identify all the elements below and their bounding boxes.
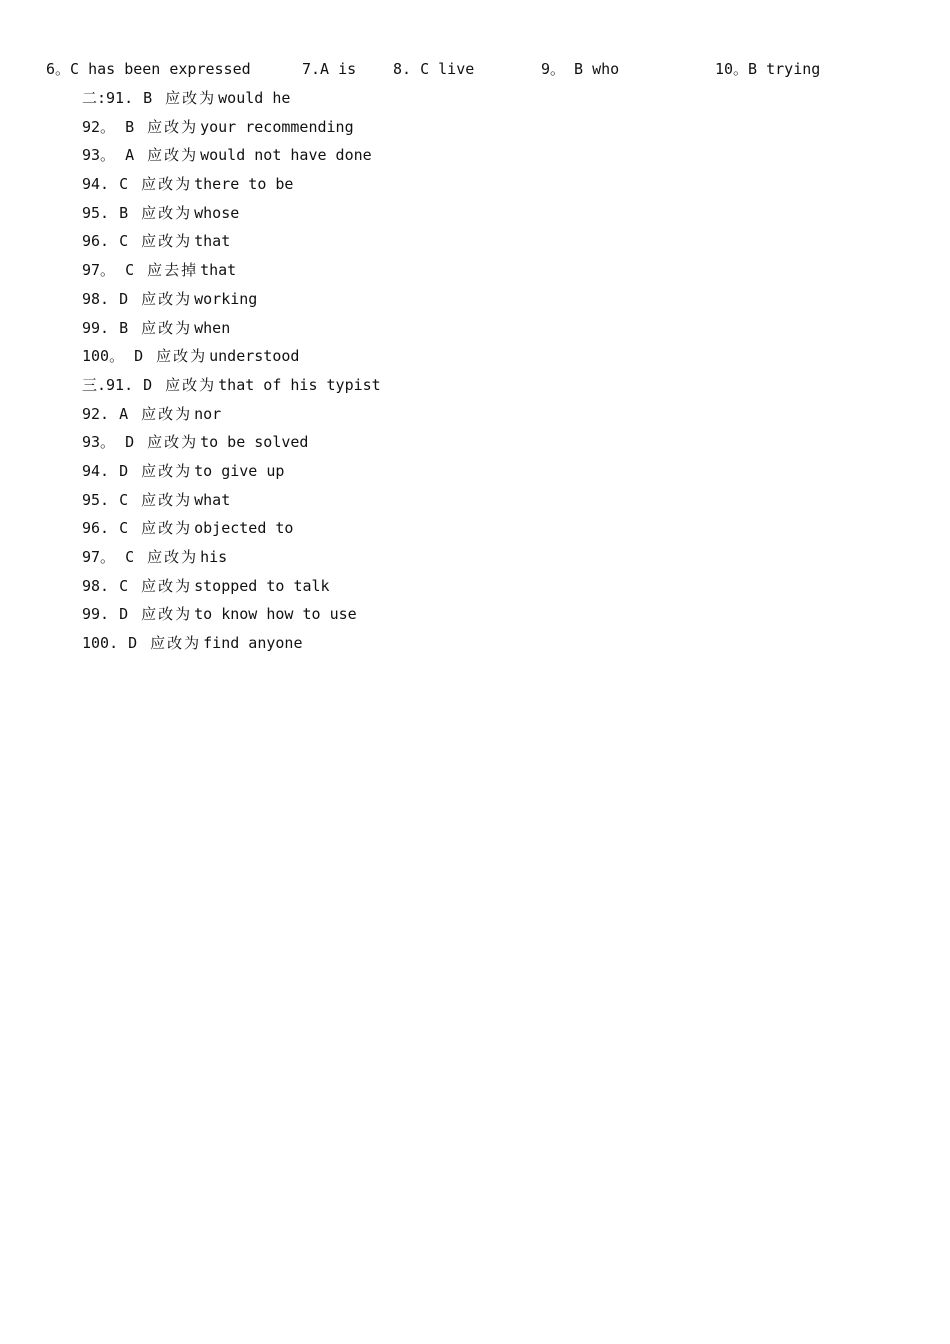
item-instruction: 应改为 bbox=[141, 461, 193, 480]
item-correction: find anyone bbox=[203, 634, 303, 653]
list-item bbox=[82, 88, 381, 117]
item-instruction: 应改为 bbox=[141, 318, 193, 337]
item-number: 98. bbox=[82, 289, 110, 308]
item-choice-letter: D bbox=[119, 289, 129, 308]
list-item bbox=[82, 490, 381, 519]
item-correction: your recommending bbox=[200, 117, 354, 136]
item-instruction: 应改为 bbox=[165, 375, 217, 394]
item-number: 93。 bbox=[82, 146, 116, 165]
item-correction: what bbox=[194, 490, 231, 509]
list-item bbox=[82, 633, 381, 662]
item-choice-letter: B bbox=[119, 203, 129, 222]
list-item bbox=[82, 547, 381, 576]
answer-7: 7.A is bbox=[302, 60, 357, 78]
item-number: 98. bbox=[82, 576, 110, 595]
answer-6: 6。C has been expressed bbox=[46, 60, 251, 78]
answer-10: 10。B trying bbox=[715, 60, 821, 78]
item-correction: that of his typist bbox=[218, 375, 381, 394]
item-correction: that bbox=[200, 261, 237, 280]
item-instruction: 应改为 bbox=[141, 175, 193, 194]
list-item bbox=[82, 260, 381, 289]
list-item bbox=[82, 432, 381, 461]
item-number: 99. bbox=[82, 318, 110, 337]
item-correction: working bbox=[194, 289, 258, 308]
item-correction: his bbox=[200, 548, 228, 566]
list-item bbox=[82, 346, 381, 375]
item-choice-letter: C bbox=[119, 519, 129, 538]
item-choice-letter: D bbox=[128, 634, 138, 653]
item-choice-letter: B bbox=[125, 117, 135, 136]
list-item bbox=[82, 289, 381, 318]
answer-8: 8. C live bbox=[393, 60, 475, 78]
item-instruction: 应改为 bbox=[141, 519, 193, 538]
list-item bbox=[82, 117, 381, 146]
item-choice-letter: C bbox=[125, 261, 135, 280]
list-item bbox=[82, 203, 381, 232]
item-instruction: 应改为 bbox=[147, 548, 199, 566]
item-choice-letter: C bbox=[125, 548, 135, 566]
item-choice-letter: B bbox=[119, 318, 129, 337]
list-item bbox=[82, 461, 381, 490]
item-choice-letter: C bbox=[119, 490, 129, 509]
item-number: 97。 bbox=[82, 548, 116, 566]
item-correction: objected to bbox=[194, 519, 294, 538]
item-number: 94. bbox=[82, 461, 110, 480]
item-choice-letter: D bbox=[143, 375, 153, 394]
item-number: 96. bbox=[82, 232, 110, 251]
item-instruction: 应改为 bbox=[141, 490, 193, 509]
item-correction: there to be bbox=[194, 175, 294, 194]
item-number: 94. bbox=[82, 175, 110, 194]
list-item bbox=[82, 145, 381, 174]
item-correction: stopped to talk bbox=[194, 576, 330, 595]
item-correction: whose bbox=[194, 203, 240, 222]
item-choice-letter: A bbox=[119, 404, 129, 423]
answer-row-6-to-10 bbox=[0, 59, 950, 79]
item-choice-letter: D bbox=[125, 433, 135, 452]
item-choice-letter: D bbox=[119, 605, 129, 624]
correction-list bbox=[82, 88, 381, 662]
item-correction: to know how to use bbox=[194, 605, 357, 624]
item-number: 100。 bbox=[82, 347, 125, 366]
item-correction: that bbox=[194, 232, 231, 251]
list-item bbox=[82, 174, 381, 203]
item-correction: understood bbox=[209, 347, 300, 366]
item-number: 96. bbox=[82, 519, 110, 538]
list-item bbox=[82, 375, 381, 404]
item-instruction: 应改为 bbox=[141, 605, 193, 624]
list-item bbox=[82, 604, 381, 633]
item-choice-letter: D bbox=[134, 347, 144, 366]
item-number: 92. bbox=[82, 404, 110, 423]
item-correction: to give up bbox=[194, 461, 285, 480]
item-correction: nor bbox=[194, 404, 222, 423]
item-instruction: 应去掉 bbox=[147, 261, 199, 280]
item-instruction: 应改为 bbox=[147, 117, 199, 136]
item-instruction: 应改为 bbox=[141, 232, 193, 251]
item-instruction: 应改为 bbox=[165, 89, 217, 107]
list-item bbox=[82, 576, 381, 605]
item-number: 三.91. bbox=[82, 375, 134, 394]
item-number: 95. bbox=[82, 203, 110, 222]
item-instruction: 应改为 bbox=[141, 289, 193, 308]
item-choice-letter: C bbox=[119, 232, 129, 251]
item-correction: when bbox=[194, 318, 231, 337]
item-choice-letter: D bbox=[119, 461, 129, 480]
item-number: 95. bbox=[82, 490, 110, 509]
item-instruction: 应改为 bbox=[156, 347, 208, 366]
item-instruction: 应改为 bbox=[147, 146, 199, 165]
item-correction: to be solved bbox=[200, 433, 309, 452]
item-instruction: 应改为 bbox=[141, 203, 193, 222]
item-instruction: 应改为 bbox=[141, 404, 193, 423]
list-item bbox=[82, 231, 381, 260]
item-number: 99. bbox=[82, 605, 110, 624]
item-number: 92。 bbox=[82, 117, 116, 136]
item-instruction: 应改为 bbox=[147, 433, 199, 452]
item-number: 100. bbox=[82, 634, 119, 653]
item-correction: would not have done bbox=[200, 146, 372, 165]
item-choice-letter: C bbox=[119, 576, 129, 595]
item-number: 93。 bbox=[82, 433, 116, 452]
answer-9: 9。 B who bbox=[541, 60, 620, 78]
item-instruction: 应改为 bbox=[141, 576, 193, 595]
item-correction: would he bbox=[218, 89, 291, 107]
list-item bbox=[82, 518, 381, 547]
list-item bbox=[82, 318, 381, 347]
item-number: 97。 bbox=[82, 261, 116, 280]
item-choice-letter: B bbox=[143, 89, 153, 107]
item-instruction: 应改为 bbox=[150, 634, 202, 653]
item-choice-letter: A bbox=[125, 146, 135, 165]
item-choice-letter: C bbox=[119, 175, 129, 194]
item-number: 二:91. bbox=[82, 89, 134, 107]
list-item bbox=[82, 404, 381, 433]
